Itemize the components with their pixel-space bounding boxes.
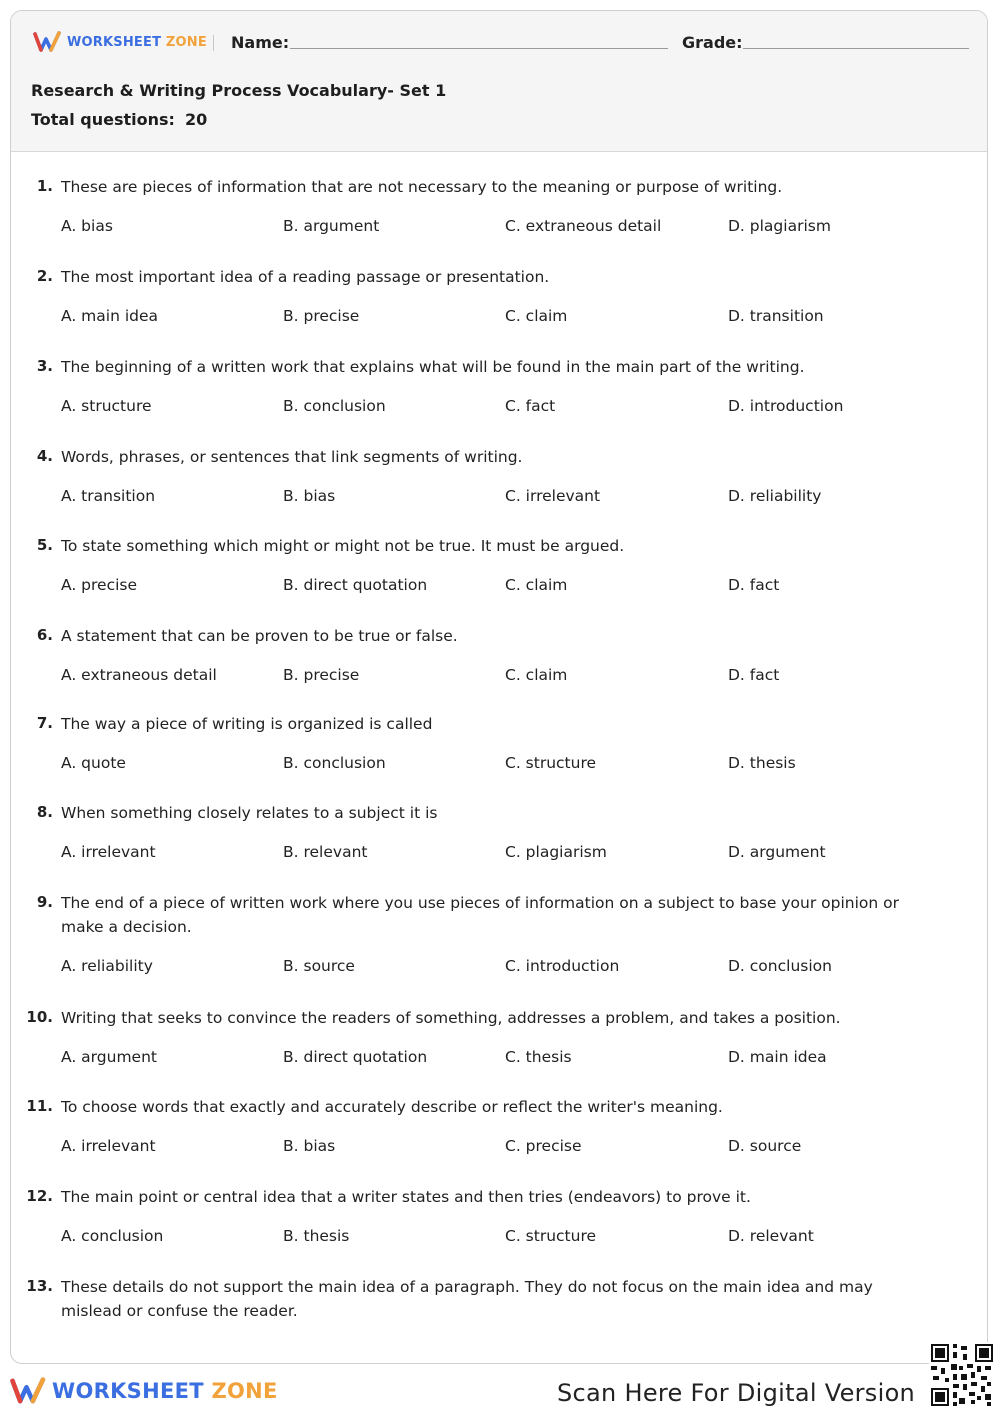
question-number: 13. — [26, 1277, 53, 1295]
question-text: The beginning of a written work that explains what will be found in the main part of the writing. — [61, 358, 805, 376]
answer-option[interactable]: B. relevant — [283, 843, 368, 861]
answer-option[interactable]: C. irrelevant — [505, 487, 601, 505]
brand-name-part1: WORKSHEET — [67, 34, 162, 50]
brand-name-part2: ZONE — [165, 34, 207, 50]
page-footer — [0, 1366, 1000, 1414]
question-text: Writing that seeks to convince the readers of something, addresses a problem, and takes a position. — [61, 1009, 841, 1027]
worksheet-page — [10, 10, 988, 1364]
answer-option[interactable]: D. transition — [728, 307, 824, 325]
brand-w-icon — [10, 1376, 48, 1406]
answer-option[interactable]: D. source — [728, 1137, 802, 1155]
total-questions — [31, 110, 207, 129]
answer-option[interactable]: C. claim — [505, 666, 568, 684]
question-number: 10. — [26, 1008, 53, 1026]
answer-option[interactable]: A. irrelevant — [61, 843, 156, 861]
question-text: When something closely relates to a subject it is — [61, 804, 438, 822]
question-text: The most important idea of a reading passage or presentation. — [61, 268, 550, 286]
answer-option[interactable]: D. reliability — [728, 487, 822, 505]
answer-option[interactable]: A. reliability — [61, 957, 153, 975]
question-text: A statement that can be proven to be true or false. — [61, 627, 458, 645]
question-number: 4. — [36, 447, 53, 465]
name-field[interactable] — [290, 48, 668, 49]
answer-option[interactable]: C. plagiarism — [505, 843, 607, 861]
answer-option[interactable]: B. conclusion — [283, 754, 386, 772]
answer-option[interactable]: A. argument — [61, 1048, 157, 1066]
answer-option[interactable]: A. extraneous detail — [61, 666, 217, 684]
footer-brand-part1: WORKSHEET — [52, 1379, 204, 1403]
answer-option[interactable]: C. claim — [505, 576, 568, 594]
question-text: The main point or central idea that a writer states and then tries (endeavors) to prove it. — [61, 1188, 751, 1206]
total-value: 20 — [184, 110, 208, 129]
total-label: Total questions: — [31, 110, 175, 129]
answer-option[interactable]: B. argument — [283, 217, 380, 235]
question-text: To choose words that exactly and accurately describe or reflect the writer's meaning. — [61, 1098, 723, 1116]
question-text: To state something which might or might not be true. It must be argued. — [61, 537, 625, 555]
brand-name — [67, 35, 207, 50]
question-number: 5. — [36, 536, 53, 554]
answer-option[interactable]: D. fact — [728, 666, 780, 684]
question-number: 6. — [36, 626, 53, 644]
answer-option[interactable]: C. structure — [505, 754, 597, 772]
footer-brand-name — [52, 1379, 278, 1403]
answer-option[interactable]: C. fact — [505, 397, 556, 415]
answer-option[interactable]: D. introduction — [728, 397, 844, 415]
answer-option[interactable]: A. structure — [61, 397, 152, 415]
worksheet-header — [11, 11, 987, 152]
qr-code-icon[interactable] — [929, 1342, 995, 1408]
question-text: The end of a piece of written work where you use pieces of information on a subject to base your opinion or make a decision. — [61, 894, 899, 936]
question-number: 12. — [26, 1187, 53, 1205]
answer-option[interactable]: B. source — [283, 957, 355, 975]
header-top-row — [33, 31, 973, 57]
answer-option[interactable]: D. argument — [728, 843, 826, 861]
question-text: The way a piece of writing is organized is called — [61, 715, 433, 733]
answer-option[interactable]: B. precise — [283, 307, 360, 325]
question-number: 9. — [36, 893, 53, 911]
question-text: These are pieces of information that are not necessary to the meaning or purpose of writing. — [61, 178, 783, 196]
answer-option[interactable]: C. precise — [505, 1137, 582, 1155]
answer-option[interactable]: A. main idea — [61, 307, 159, 325]
header-divider — [213, 35, 214, 51]
answer-option[interactable]: D. relevant — [728, 1227, 814, 1245]
footer-brand-part2: ZONE — [211, 1379, 278, 1403]
question-number: 3. — [36, 357, 53, 375]
question-number: 11. — [26, 1097, 53, 1115]
answer-option[interactable]: D. main idea — [728, 1048, 827, 1066]
name-label: Name: — [231, 33, 290, 52]
answer-option[interactable]: C. claim — [505, 307, 568, 325]
answer-option[interactable]: A. transition — [61, 487, 156, 505]
question-text: Words, phrases, or sentences that link segments of writing. — [61, 448, 523, 466]
answer-option[interactable]: D. fact — [728, 576, 780, 594]
answer-option[interactable]: A. quote — [61, 754, 126, 772]
footer-brand-logo — [10, 1376, 278, 1406]
answer-option[interactable]: D. conclusion — [728, 957, 832, 975]
question-number: 8. — [36, 803, 53, 821]
answer-option[interactable]: C. structure — [505, 1227, 597, 1245]
answer-option[interactable]: C. introduction — [505, 957, 620, 975]
answer-option[interactable]: C. extraneous detail — [505, 217, 662, 235]
question-number: 1. — [36, 177, 53, 195]
grade-field[interactable] — [743, 48, 969, 49]
question-number: 2. — [36, 267, 53, 285]
brand-logo — [33, 31, 207, 53]
answer-option[interactable]: B. conclusion — [283, 397, 386, 415]
question-text: These details do not support the main idea of a paragraph. They do not focus on the main idea and may mislead or confuse the reader. — [61, 1278, 873, 1320]
worksheet-title: Research & Writing Process Vocabulary- Set 1 — [31, 81, 447, 100]
answer-option[interactable]: D. plagiarism — [728, 217, 831, 235]
answer-option[interactable]: B. direct quotation — [283, 576, 428, 594]
grade-label: Grade: — [682, 33, 743, 52]
answer-option[interactable]: A. conclusion — [61, 1227, 164, 1245]
answer-option[interactable]: A. irrelevant — [61, 1137, 156, 1155]
question-number: 7. — [36, 714, 53, 732]
brand-w-icon — [33, 31, 63, 53]
answer-option[interactable]: B. thesis — [283, 1227, 350, 1245]
scan-text: Scan Here For Digital Version — [557, 1379, 916, 1407]
answer-option[interactable]: A. precise — [61, 576, 138, 594]
answer-option[interactable]: B. bias — [283, 487, 336, 505]
answer-option[interactable]: B. direct quotation — [283, 1048, 428, 1066]
answer-option[interactable]: B. bias — [283, 1137, 336, 1155]
answer-option[interactable]: B. precise — [283, 666, 360, 684]
answer-option[interactable]: D. thesis — [728, 754, 796, 772]
answer-option[interactable]: A. bias — [61, 217, 113, 235]
answer-option[interactable]: C. thesis — [505, 1048, 572, 1066]
